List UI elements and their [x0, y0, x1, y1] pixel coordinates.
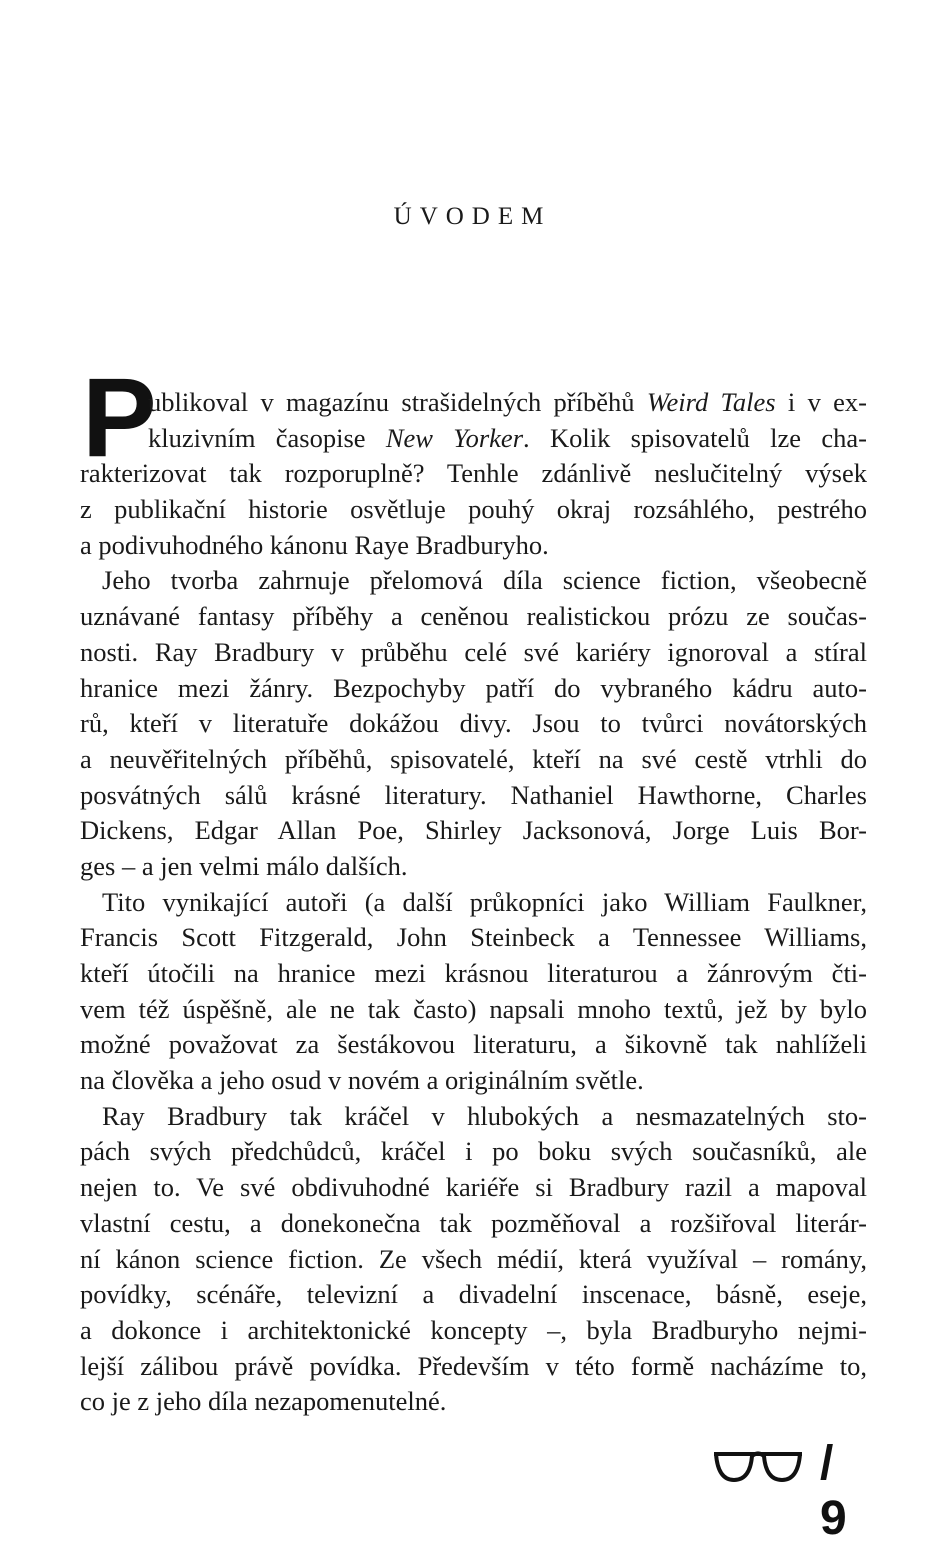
text-run: i v ex- — [775, 387, 868, 417]
glasses-icon — [712, 1450, 804, 1484]
text-line — [80, 1134, 867, 1170]
text-line — [80, 671, 867, 707]
page-number: / 9 — [820, 1437, 847, 1545]
text-run: kteří útočili na hranice mezi krásnou literaturou a žánrovým čti- — [80, 958, 867, 988]
text-run: posvátných sálů krásné literatury. Nathaniel Hawthorne, Charles — [80, 779, 867, 810]
text-run: kluzivním časopise — [148, 422, 386, 453]
text-run: ní kánon science fiction. Ze všech médií, která využíval – romány, — [80, 1243, 867, 1274]
text-line — [80, 1384, 867, 1420]
text-run: Francis Scott Fitzgerald, John Steinbeck a Tennessee Williams, — [80, 922, 867, 953]
text-run: nosti. Ray Bradbury v průběhu celé své kariéry ignoroval a stíral — [80, 636, 867, 667]
text-run: a neuvěřitelných příběhů, spisovatelé, kteří na své cestě vtrhli do — [80, 743, 867, 774]
text-run: povídky, scénáře, televizní a divadelní inscenace, básně, eseje, — [80, 1279, 867, 1310]
text-run: rakterizovat tak rozporuplně? Tenhle zdánlivě neslučitelný výsek — [80, 458, 867, 489]
text-line — [80, 920, 867, 956]
text-run: lejší zálibou právě povídka. Především v této formě nacházíme to, — [80, 1350, 867, 1381]
chapter-title: ÚVODEM — [393, 203, 552, 230]
text-line — [80, 563, 867, 599]
text-run: hranice mezi žánry. Bezpochyby patří do vybraného kádru auto- — [80, 672, 867, 703]
text-line — [80, 778, 867, 814]
text-line — [80, 706, 867, 742]
text-run: Ray Bradbury tak kráčel v hlubokých a nesmazatelných sto- — [102, 1100, 867, 1131]
text-line — [80, 421, 867, 457]
text-line — [80, 742, 867, 778]
text-line — [80, 992, 867, 1028]
text-run: rů, kteří v literatuře dokážou divy. Jsou to tvůrci novátorských — [80, 708, 867, 739]
text-line — [80, 1063, 867, 1099]
text-line — [80, 813, 867, 849]
text-line — [80, 1313, 867, 1349]
text-line — [80, 885, 867, 921]
text-line — [80, 528, 867, 564]
text-line — [80, 1027, 867, 1063]
text-run: na člověka a jeho osud v novém a originálním světle. — [80, 1065, 644, 1096]
text-line — [80, 1277, 867, 1313]
text-run: pách svých předchůdců, kráčel i po boku svých současníků, ale — [80, 1136, 867, 1167]
drop-cap: P — [82, 355, 157, 480]
text-line — [80, 599, 867, 635]
page-footer — [712, 1437, 872, 1545]
text-line — [80, 849, 867, 885]
text-line — [80, 1170, 867, 1206]
text-line — [80, 956, 867, 992]
text-run: . Kolik spisovatelů lze cha- — [523, 422, 867, 453]
text-run: a podivuhodného kánonu Raye Bradburyho. — [80, 529, 549, 560]
text-line — [80, 492, 867, 528]
text-line — [80, 1349, 867, 1385]
text-run: Dickens, Edgar Allan Poe, Shirley Jacksonová, Jorge Luis Bor- — [80, 815, 867, 846]
italic-title: New Yorker — [385, 422, 524, 453]
text-run: Jeho tvorba zahrnuje přelomová díla science fiction, všeobecně — [102, 565, 867, 596]
text-run: vlastní cestu, a donekonečna tak pozměňoval a rozšiřoval literár- — [80, 1207, 867, 1238]
text-run: ublikoval v magazínu strašidelných příběhů — [148, 387, 647, 417]
text-line — [80, 1206, 867, 1242]
text-run: a dokonce i architektonické koncepty –, byla Bradburyho nejmi- — [80, 1314, 867, 1345]
text-run: ges – a jen velmi málo dalších. — [80, 850, 408, 881]
body-text — [80, 385, 867, 1420]
text-line — [80, 635, 867, 671]
text-line — [80, 456, 867, 492]
text-line — [80, 1242, 867, 1278]
text-line — [80, 385, 867, 421]
text-run: nejen to. Ve své obdivuhodné kariéře si Bradbury razil a mapoval — [80, 1172, 867, 1203]
italic-title: Weird Tales — [646, 387, 776, 417]
text-run: vem též úspěšně, ale ne tak často) napsali mnoho textů, jež by bylo — [80, 993, 867, 1024]
text-run: Tito vynikající autoři (a další průkopníci jako William Faulkner, — [102, 886, 867, 917]
text-run: co je z jeho díla nezapomenutelné. — [80, 1386, 447, 1417]
text-run: uznávané fantasy příběhy a ceněnou realistickou prózu ze součas- — [80, 601, 867, 632]
text-run: možné považovat za šestákovou literaturu, a šikovně tak nahlíželi — [80, 1029, 867, 1060]
text-run: z publikační historie osvětluje pouhý okraj rozsáhlého, pestrého — [80, 494, 867, 525]
text-line — [80, 1099, 867, 1135]
